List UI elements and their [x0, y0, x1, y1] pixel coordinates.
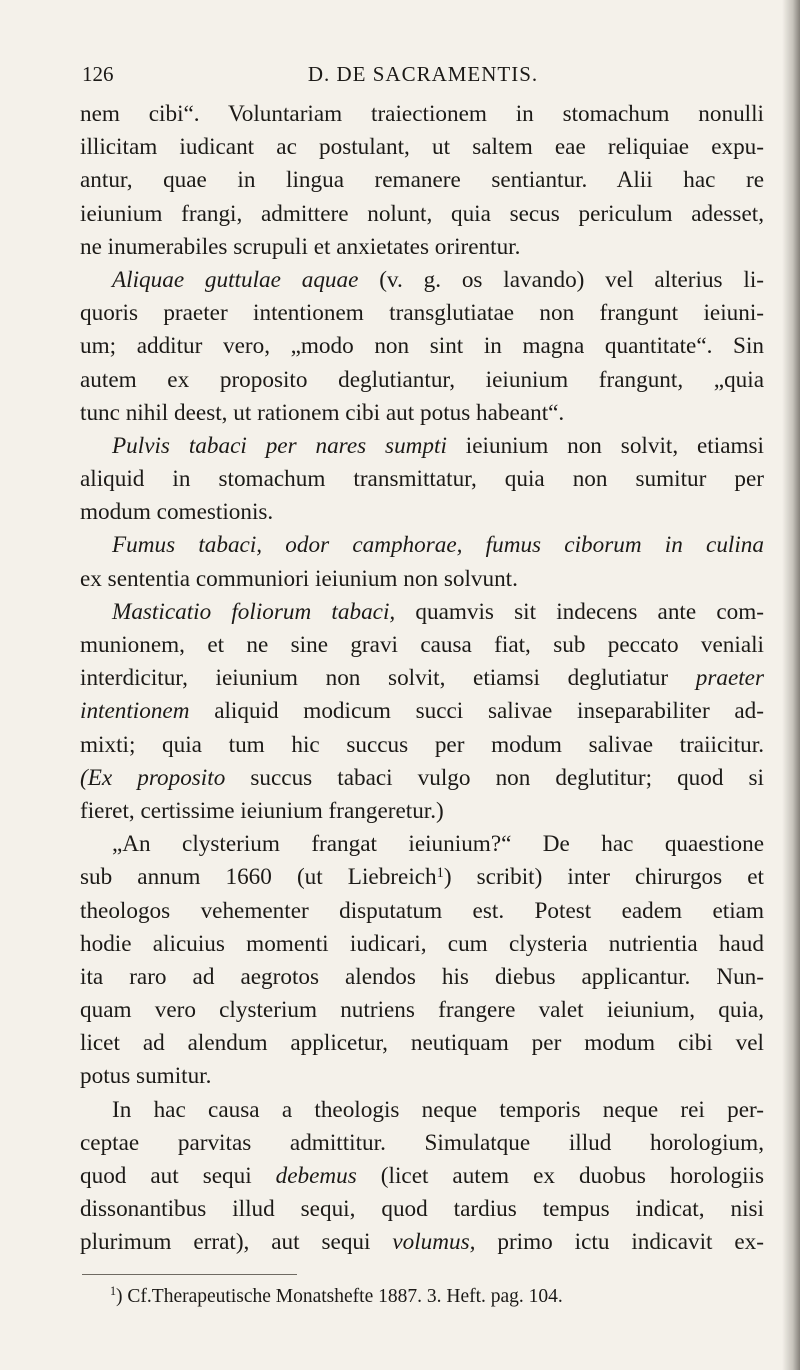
- text-line: [80, 961, 764, 994]
- footnote-rule: [82, 1274, 297, 1275]
- text-line: [80, 1193, 764, 1226]
- text-line: [80, 1027, 764, 1060]
- text-line: [80, 861, 764, 894]
- text-line: [80, 1060, 764, 1093]
- line-text: aliquid modicum succi salivae inseparabiliter ad-: [189, 698, 764, 725]
- line-text: fieret, certissime ieiunium frangeretur.): [80, 797, 444, 824]
- line-text: sub annum 1660 (ut Liebreich: [80, 864, 437, 891]
- text-line: [80, 596, 764, 629]
- line-text: modum comestionis.: [80, 499, 274, 526]
- text-line: [80, 164, 764, 197]
- italic-phrase: Fumus tabaci, odor camphorae, fumus ciborum in culina: [112, 532, 764, 559]
- line-text: (v. g. os lavando) vel alterius li-: [358, 266, 764, 293]
- line-text: nem cibi“. Voluntariam traiectionem in stomachum nonulli: [80, 101, 764, 127]
- line-text: ) scribit) inter chirurgos et: [443, 864, 764, 891]
- text-line: [80, 364, 764, 397]
- italic-phrase: debemus: [275, 1163, 357, 1189]
- line-text: theologos vehementer disputatum est. Potest eadem etiam: [80, 897, 764, 924]
- line-text: succus tabaci vulgo non deglutitur; quod si: [225, 764, 764, 791]
- italic-phrase: intentionem: [80, 698, 190, 725]
- text-line: [80, 297, 764, 330]
- line-text: hodie alicuius momenti iudicari, cum clysteria nutrientia haud: [80, 930, 764, 957]
- line-text: illicitam iudicant ac postulant, ut saltem eae reliquiae expu-: [80, 134, 764, 161]
- text-line: [80, 430, 764, 463]
- line-text: dissonantibus illud sequi, quod tardius tempus indicat, nisi: [80, 1196, 764, 1223]
- text-line: [80, 496, 764, 529]
- line-text: „An clysterium frangat ieiunium?“ De hac quaestione: [112, 831, 764, 858]
- text-line: [80, 828, 764, 861]
- text-line: [80, 563, 764, 596]
- text-line: [80, 131, 764, 164]
- italic-phrase: Aliquae guttulae aquae: [112, 266, 359, 293]
- line-text: ne inumerabiles scrupuli et anxietates orirentur.: [80, 233, 521, 260]
- line-text: ieiunium non solvit, etiamsi: [446, 432, 764, 459]
- text-line: [80, 994, 764, 1027]
- line-text: licet ad alendum applicetur, neutiquam per modum cibi vel: [80, 1030, 764, 1057]
- text-line: [80, 928, 764, 961]
- line-text: primo ictu indicavit ex-: [475, 1229, 764, 1256]
- text-line: [80, 397, 764, 430]
- body-text: [80, 98, 764, 1260]
- italic-phrase: Pulvis tabaci per nares sumpti: [112, 432, 447, 459]
- text-line: [80, 895, 764, 928]
- line-text: (licet autem ex duobus horologiis: [356, 1163, 764, 1189]
- line-text: quamvis sit indecens ante com-: [395, 598, 764, 625]
- italic-phrase: (Ex proposito: [80, 764, 226, 791]
- line-text: quam vero clysterium nutriens frangere valet ieiunium, quia,: [80, 997, 764, 1024]
- line-text: quoris praeter intentionem transglutiatae non frangunt ieiuni-: [80, 300, 764, 327]
- text-line: [80, 529, 764, 562]
- page-number: 126: [82, 62, 114, 86]
- line-text: aliquid in stomachum transmittatur, quia non sumitur per: [80, 466, 764, 493]
- line-text: ieiunium frangi, admittere nolunt, quia secus periculum adesset,: [80, 200, 764, 227]
- line-text: antur, quae in lingua remanere sentiantur. Alii hac re: [80, 167, 764, 194]
- text-line: [80, 662, 764, 695]
- page-edge-shadow: [782, 0, 800, 1370]
- footnote-marker: 1: [110, 1284, 117, 1298]
- text-line: [80, 729, 764, 762]
- line-text: quod aut sequi: [80, 1163, 276, 1189]
- line-text: um; additur vero, „modo non sint in magna quantitate“. Sin: [80, 333, 764, 360]
- footnote: [110, 1286, 563, 1308]
- text-line: [80, 795, 764, 828]
- line-text: tunc nihil deest, ut rationem cibi aut potus habeant“.: [80, 399, 565, 426]
- text-line: [80, 1094, 764, 1127]
- line-text: plurimum errat), aut sequi: [80, 1229, 393, 1256]
- italic-phrase: praeter: [695, 665, 764, 692]
- line-text: In hac causa a theologis neque temporis neque rei per-: [112, 1096, 764, 1123]
- text-line: [80, 762, 764, 795]
- line-text: mixti; quia tum hic succus per modum salivae traiicitur.: [80, 731, 764, 758]
- page-header: [82, 62, 764, 92]
- line-text: ex sententia communiori ieiunium non solvunt.: [80, 565, 518, 592]
- text-line: [80, 98, 764, 131]
- line-text: interdicitur, ieiunium non solvit, etiamsi deglutiatur: [80, 665, 696, 692]
- text-line: [80, 1160, 764, 1193]
- text-line: [80, 264, 764, 297]
- text-line: [80, 330, 764, 363]
- line-text: ita raro ad aegrotos alendos his diebus applicantur. Nun-: [80, 963, 764, 990]
- text-line: [80, 629, 764, 662]
- text-line: [80, 1127, 764, 1160]
- line-text: autem ex proposito deglutiantur, ieiunium frangunt, „quia: [80, 366, 764, 393]
- text-line: [80, 463, 764, 496]
- running-head: D. DE SACRAMENTIS.: [307, 62, 539, 86]
- line-text: ceptae parvitas admittitur. Simulatque illud horologium,: [80, 1129, 764, 1156]
- line-text: potus sumitur.: [80, 1063, 212, 1090]
- italic-phrase: Masticatio foliorum tabaci,: [112, 598, 396, 625]
- text-line: [80, 695, 764, 728]
- line-text: munionem, et ne sine gravi causa fiat, sub peccato veniali: [80, 632, 764, 658]
- italic-phrase: volumus,: [392, 1229, 476, 1256]
- footnote-text: ) Cf.Therapeutische Monatshefte 1887. 3. Heft. pag. 104.: [116, 1286, 563, 1307]
- text-line: [80, 231, 764, 264]
- footnote-reference: 1: [436, 865, 444, 882]
- text-line: [80, 198, 764, 231]
- text-line: [80, 1226, 764, 1259]
